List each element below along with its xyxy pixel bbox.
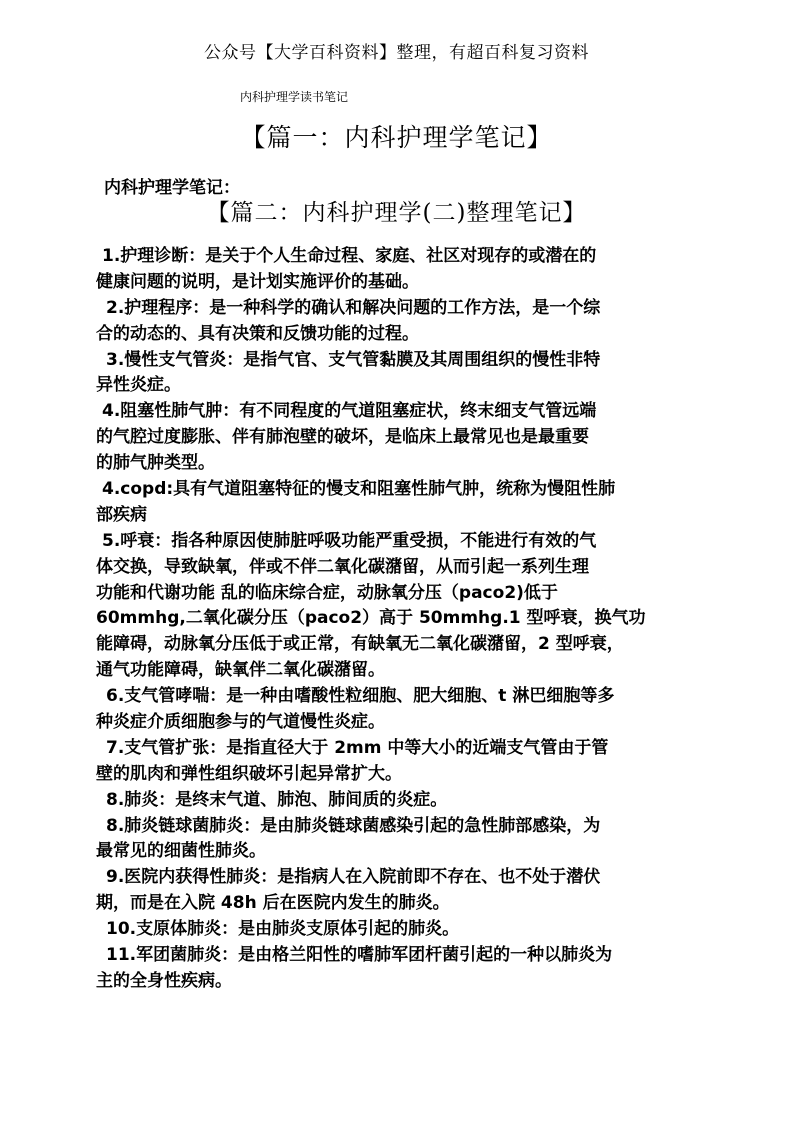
text-line: 5.呼衰：指各种原因使肺脏呼吸功能严重受损，不能进行有效的气 [102,530,597,551]
text-line: 能障碍，动脉氧分压低于或正常，有缺氧无二氧化碳潴留，2 型呼衰， [96,634,624,655]
text-line: 壁的肌肉和弹性组织破坏引起异常扩大。 [96,763,402,784]
page-header: 公众号【大学百科资料】整理，有超百科复习资料 [204,43,589,63]
text-line: 60mmhg,二氧化碳分压（paco2）高于 50mmhg.1 型呼衰，换气功 [96,608,646,629]
text-line: 部疾病 [96,504,147,525]
notes-label: 内科护理学笔记： [104,178,240,198]
section-title-2: 【篇二：内科护理学(二)整理笔记】 [206,200,587,226]
section-title-1: 【篇一：内科护理学笔记】 [240,123,553,152]
text-line: 体交换，导致缺氧，伴或不伴二氧化碳潴留，从而引起一系列生理 [96,556,589,577]
text-line: 种炎症介质细胞参与的气道慢性炎症。 [96,712,385,733]
text-line: 6.支气管哮喘：是一种由嗜酸性粒细胞、肥大细胞、t 淋巴细胞等多 [106,686,615,707]
text-line: 10.支原体肺炎：是由肺炎支原体引起的肺炎。 [106,919,460,940]
text-line: 4.阻塞性肺气肿：有不同程度的气道阻塞症状，终末细支气管远端 [102,401,597,422]
text-line: 最常见的细菌性肺炎。 [96,841,266,862]
text-line: 3.慢性支气管炎：是指气官、支气管黏膜及其周围组织的慢性非特 [106,349,601,370]
text-line: 异性炎症。 [96,375,181,396]
text-line: 1.护理诊断：是关于个人生命过程、家庭、社区对现存的或潜在的 [102,246,597,266]
text-line: 7.支气管扩张：是指直径大于 2mm 中等大小的近端支气管由于管 [106,737,609,758]
text-line: 功能和代谢功能 乱的临床综合症，动脉氧分压（paco2)低于 [96,582,558,603]
text-line: 通气功能障碍，缺氧伴二氧化碳潴留。 [96,660,385,681]
text-line: 健康问题的说明，是计划实施评价的基础。 [96,271,419,292]
notes-body [96,244,716,995]
text-line: 4.copd:具有气道阻塞特征的慢支和阻塞性肺气肿，统称为慢阻性肺 [102,479,616,500]
document-subtitle: 内科护理学读书笔记 [240,90,349,104]
text-line: 的肺气肿类型。 [96,453,215,474]
text-line: 9.医院内获得性肺炎：是指病人在入院前即不存在、也不处于潜伏 [106,867,601,888]
text-line: 合的动态的、具有决策和反馈功能的过程。 [96,323,419,344]
text-line: 主的全身性疾病。 [96,970,232,991]
text-line: 8.肺炎：是终末气道、肺泡、肺间质的炎症。 [106,789,448,810]
text-line: 期，而是在入院 48h 后在医院内发生的肺炎。 [96,893,450,914]
text-line: 的气腔过度膨胀、伴有肺泡壁的破坏，是临床上最常见也是最重要 [96,427,589,448]
text-line: 8.肺炎链球菌肺炎：是由肺炎链球菌感染引起的急性肺部感染，为 [106,815,601,836]
text-line: 11.军团菌肺炎：是由格兰阳性的嗜肺军团杆菌引起的一种以肺炎为 [106,945,613,966]
text-line: 2.护理程序：是一种科学的确认和解决问题的工作方法，是一个综 [106,297,601,318]
